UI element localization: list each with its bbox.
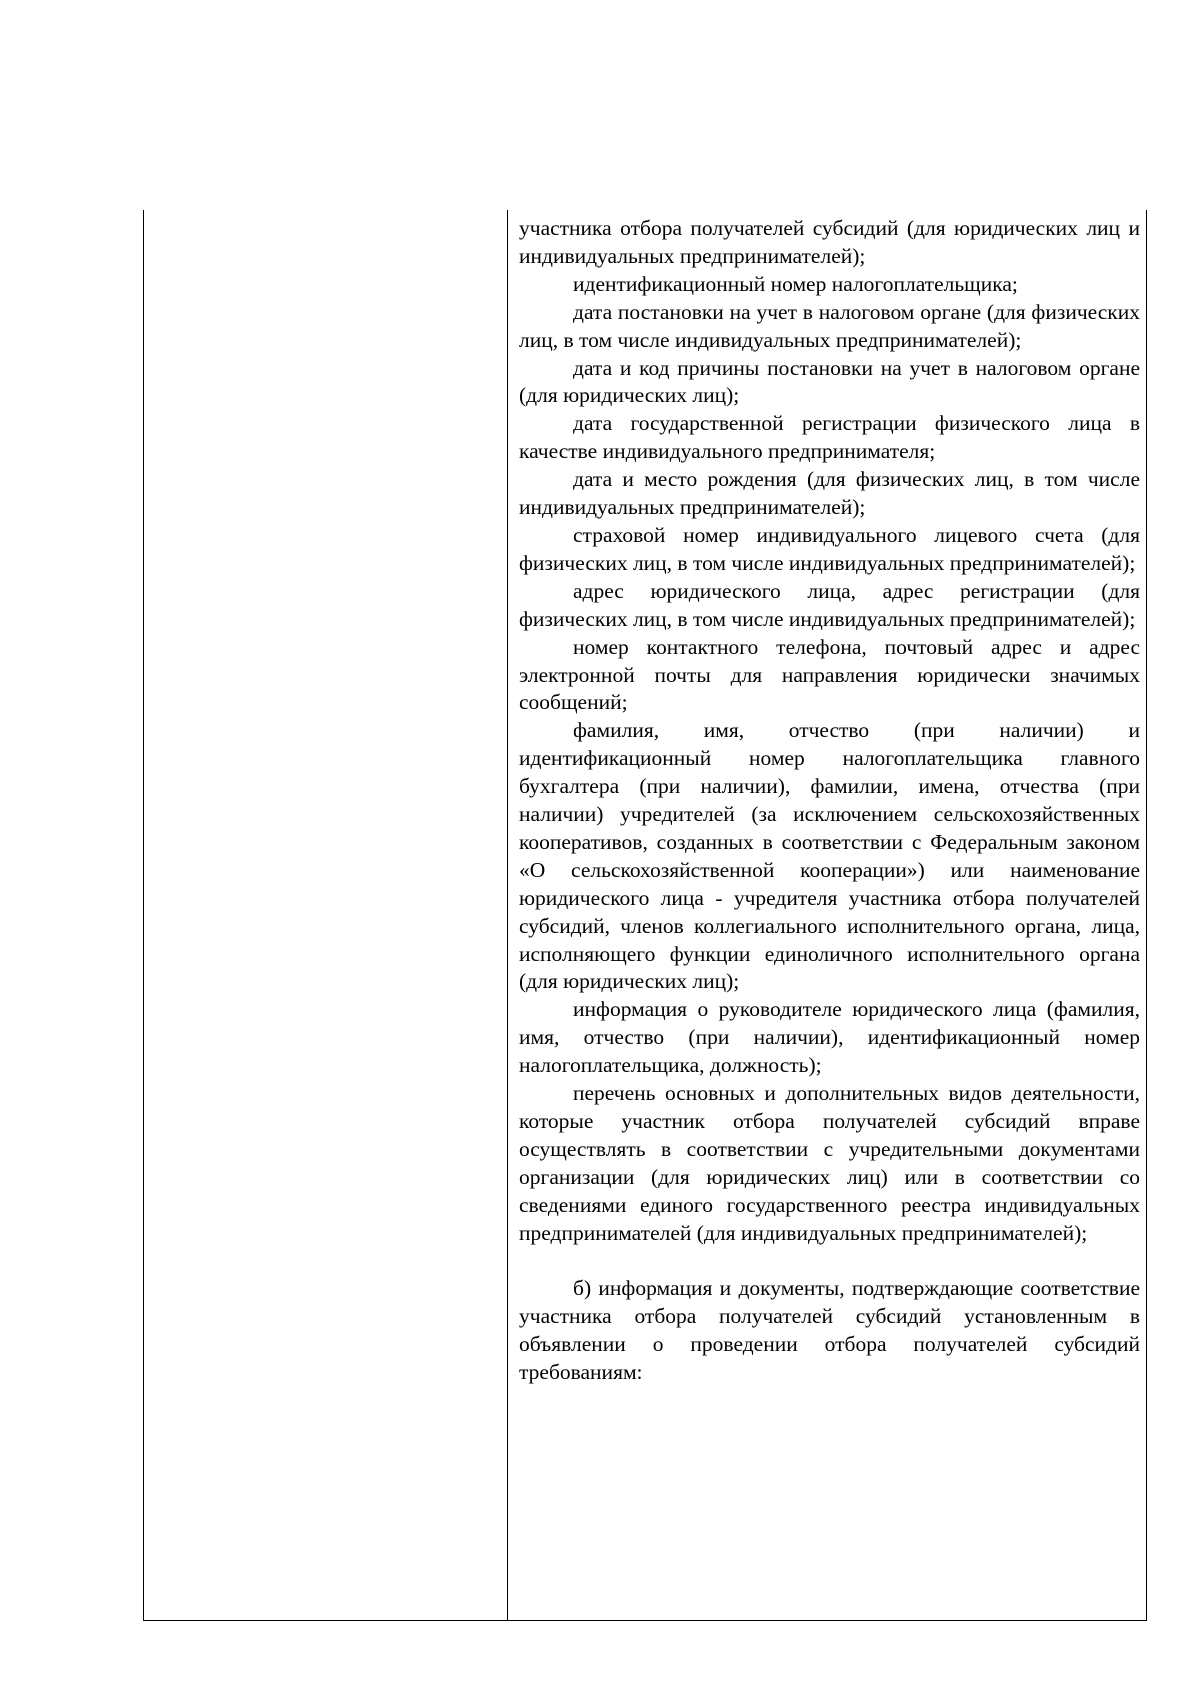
document-table: [143, 210, 1147, 1621]
paragraph: дата постановки на учет в налоговом органе (для физических лиц, в том числе индивидуальных предпринимателей);: [519, 299, 1140, 352]
paragraph: фамилия, имя, отчество (при наличии) и идентификационный номер налогоплательщика главного бухгалтера (при наличии), фамилии, имена, отчества (при наличии) учредителей (за исключением сельскохозяйственных кооперативов, созданных в соответствии с Федеральным законом «О сельскохозяйственной кооперации») или наименование юридического лица - учредителя участника отбора получателей субсидий, членов коллегиального исполнительного органа, лица, исполняющего функции единоличного исполнительного органа (для юридических лиц);: [519, 718, 1140, 994]
paragraph: информация о руководителе юридического лица (фамилия, имя, отчество (при наличии), идентификационный номер налогоплательщика, должность);: [519, 997, 1140, 1078]
paragraph: дата и место рождения (для физических лиц, в том числе индивидуальных предпринимателей);: [519, 467, 1140, 520]
paragraph: адрес юридического лица, адрес регистрации (для физических лиц, в том числе индивидуальных предпринимателей);: [519, 578, 1140, 631]
paragraph: перечень основных и дополнительных видов деятельности, которые участник отбора получателей субсидий вправе осуществлять в соответствии с учредительными документами организации (для юридических лиц) или в соответствии со сведениями единого государственного реестра индивидуальных предпринимателей (для индивидуальных предпринимателей);: [519, 1081, 1140, 1245]
table-left-column: [144, 210, 508, 1620]
paragraph: участника отбора получателей субсидий (для юридических лиц и индивидуальных предпринимателей);: [519, 216, 1140, 268]
paragraph: б) информация и документы, подтверждающие соответствие участника отбора получателей субсидий установленным в объявлении о проведении отбора получателей субсидий требованиям:: [519, 1276, 1140, 1385]
paragraph: страховой номер индивидуального лицевого счета (для физических лиц, в том числе индивидуальных предпринимателей);: [519, 522, 1140, 575]
paragraph: дата и код причины постановки на учет в налоговом органе (для юридических лиц);: [519, 355, 1140, 408]
table-right-column: [519, 215, 1140, 1387]
paragraph: дата государственной регистрации физического лица в качестве индивидуального предпринимателя;: [519, 411, 1140, 464]
paragraph: идентификационный номер налогоплательщика;: [573, 271, 1018, 296]
paragraph: номер контактного телефона, почтовый адрес и адрес электронной почты для направления юридически значимых сообщений;: [519, 634, 1140, 715]
